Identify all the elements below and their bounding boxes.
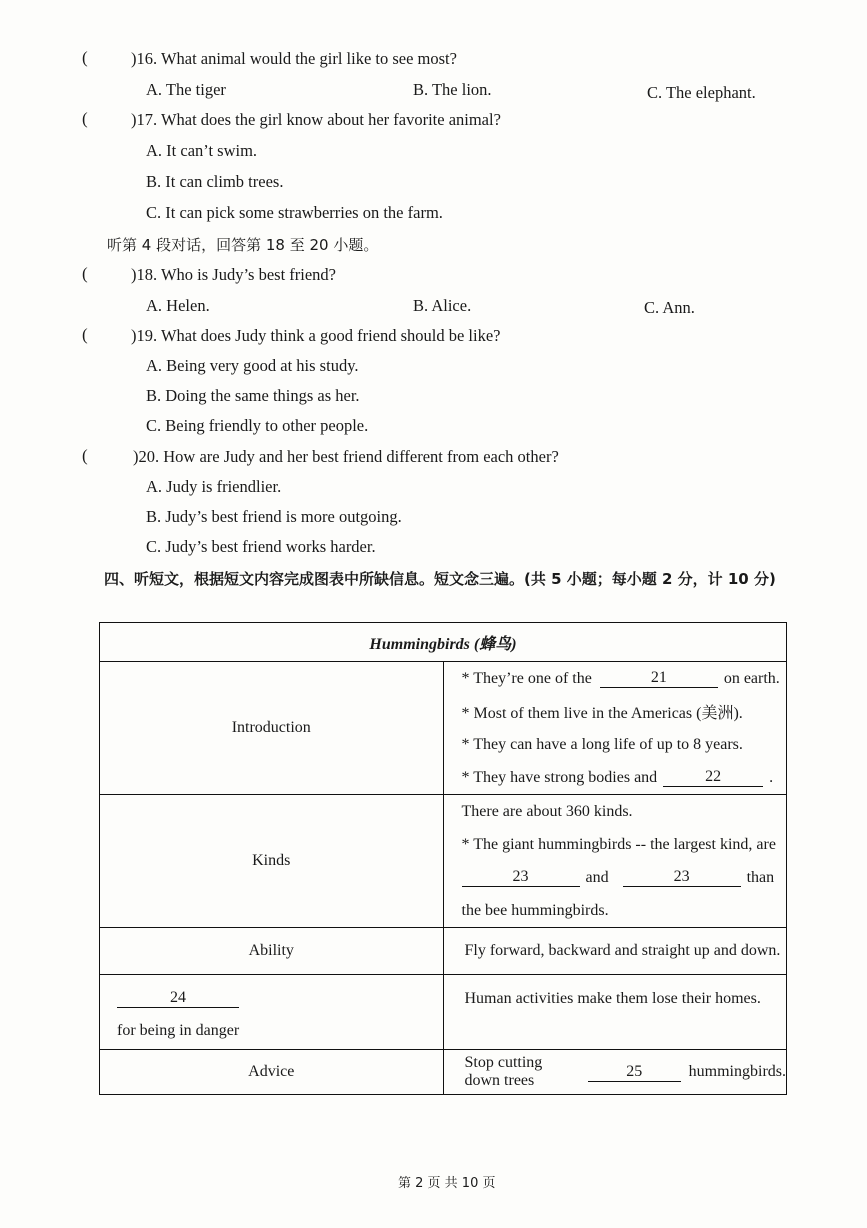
- advice-text-end: hummingbirds.: [688, 1063, 786, 1080]
- option-20-c: C. Judy’s best friend works harder.: [146, 537, 376, 556]
- row-label-introduction: Introduction: [100, 662, 444, 795]
- option-19-a: A. Being very good at his study.: [146, 356, 359, 375]
- intro-line-4: [444, 761, 787, 794]
- kinds-than: than: [746, 868, 775, 886]
- option-20-b: B. Judy’s best friend is more outgoing.: [146, 507, 402, 526]
- table-title: Hummingbirds (蜂鸟): [100, 623, 787, 662]
- row-label-ability: Ability: [100, 928, 444, 975]
- reason-label-cell: [100, 975, 444, 1050]
- instruction-dialogue-4: 听第 4 段对话，回答第 18 至 20 小题。: [107, 236, 379, 254]
- reason-cell: [443, 975, 787, 1050]
- question-20: )20. How are Judy and her best friend different from each other?: [133, 447, 559, 466]
- introduction-cell: [443, 662, 787, 795]
- answer-paren-19: (: [82, 325, 88, 344]
- option-19-b: B. Doing the same things as her.: [146, 386, 360, 405]
- option-17-b: B. It can climb trees.: [146, 172, 284, 191]
- blank-21[interactable]: 21: [600, 669, 718, 688]
- blank-25[interactable]: 25: [588, 1063, 681, 1082]
- question-16: )16. What animal would the girl like to see most?: [131, 49, 457, 68]
- option-16-b: B. The lion.: [413, 80, 492, 99]
- option-17-c: C. It can pick some strawberries on the farm.: [146, 203, 443, 222]
- ability-text: Fly forward, backward and straight up and down.: [464, 942, 781, 959]
- blank-23-second[interactable]: 23: [623, 868, 741, 887]
- blank-23-first[interactable]: 23: [462, 868, 580, 887]
- kinds-line-4: the bee hummingbirds.: [461, 901, 609, 919]
- advice-line: [444, 1056, 787, 1089]
- reason-text: Human activities make them lose their homes.: [464, 990, 761, 1007]
- kinds-line-2: * The giant hummingbirds -- the largest kind, are: [461, 835, 776, 853]
- hummingbirds-table: [99, 622, 787, 1095]
- option-18-a: A. Helen.: [146, 296, 210, 315]
- answer-paren-20: (: [82, 446, 88, 465]
- intro-line-4-end: .: [769, 768, 774, 786]
- option-16-a: A. The tiger: [146, 80, 226, 99]
- blank-24[interactable]: 24: [117, 989, 239, 1008]
- answer-paren-18: (: [82, 264, 88, 283]
- option-20-a: A. Judy is friendlier.: [146, 477, 282, 496]
- ability-cell: [443, 928, 787, 975]
- intro-line-1: [444, 662, 787, 695]
- option-16-c: C. The elephant.: [647, 83, 756, 102]
- answer-paren-16: (: [82, 48, 88, 67]
- question-19: )19. What does Judy think a good friend should be like?: [131, 326, 501, 345]
- kinds-cell: [443, 795, 787, 928]
- kinds-line-1: There are about 360 kinds.: [461, 802, 633, 820]
- intro-line-4-text: * They have strong bodies and: [461, 768, 658, 786]
- intro-line-1-text: * They’re one of the: [461, 669, 592, 687]
- row-label-kinds: Kinds: [100, 795, 444, 928]
- reason-label: for being in danger: [117, 1022, 240, 1039]
- question-17: )17. What does the girl know about her favorite animal?: [131, 110, 501, 129]
- kinds-line-3: [444, 861, 787, 894]
- blank-22[interactable]: 22: [663, 768, 763, 787]
- page-footer: 第 2 页 共 10 页: [398, 1176, 496, 1191]
- advice-text-start: Stop cutting down trees: [464, 1054, 543, 1089]
- option-19-c: C. Being friendly to other people.: [146, 416, 369, 435]
- kinds-and: and: [585, 868, 609, 886]
- intro-line-2: * Most of them live in the Americas (美洲).: [461, 705, 743, 722]
- option-18-b: B. Alice.: [413, 296, 472, 315]
- intro-line-3: * They can have a long life of up to 8 years.: [461, 735, 743, 753]
- advice-cell: [443, 1050, 787, 1095]
- intro-line-1-end: on earth.: [723, 669, 780, 687]
- answer-paren-17: (: [82, 109, 88, 128]
- option-18-c: C. Ann.: [644, 298, 695, 317]
- question-18: )18. Who is Judy’s best friend?: [131, 265, 337, 284]
- row-label-advice: Advice: [100, 1050, 444, 1095]
- option-17-a: A. It can’t swim.: [146, 141, 258, 160]
- section-four-heading: 四、听短文，根据短文内容完成图表中所缺信息。短文念三遍。(共 5 小题；每小题 2 分，计 10 分): [104, 570, 776, 588]
